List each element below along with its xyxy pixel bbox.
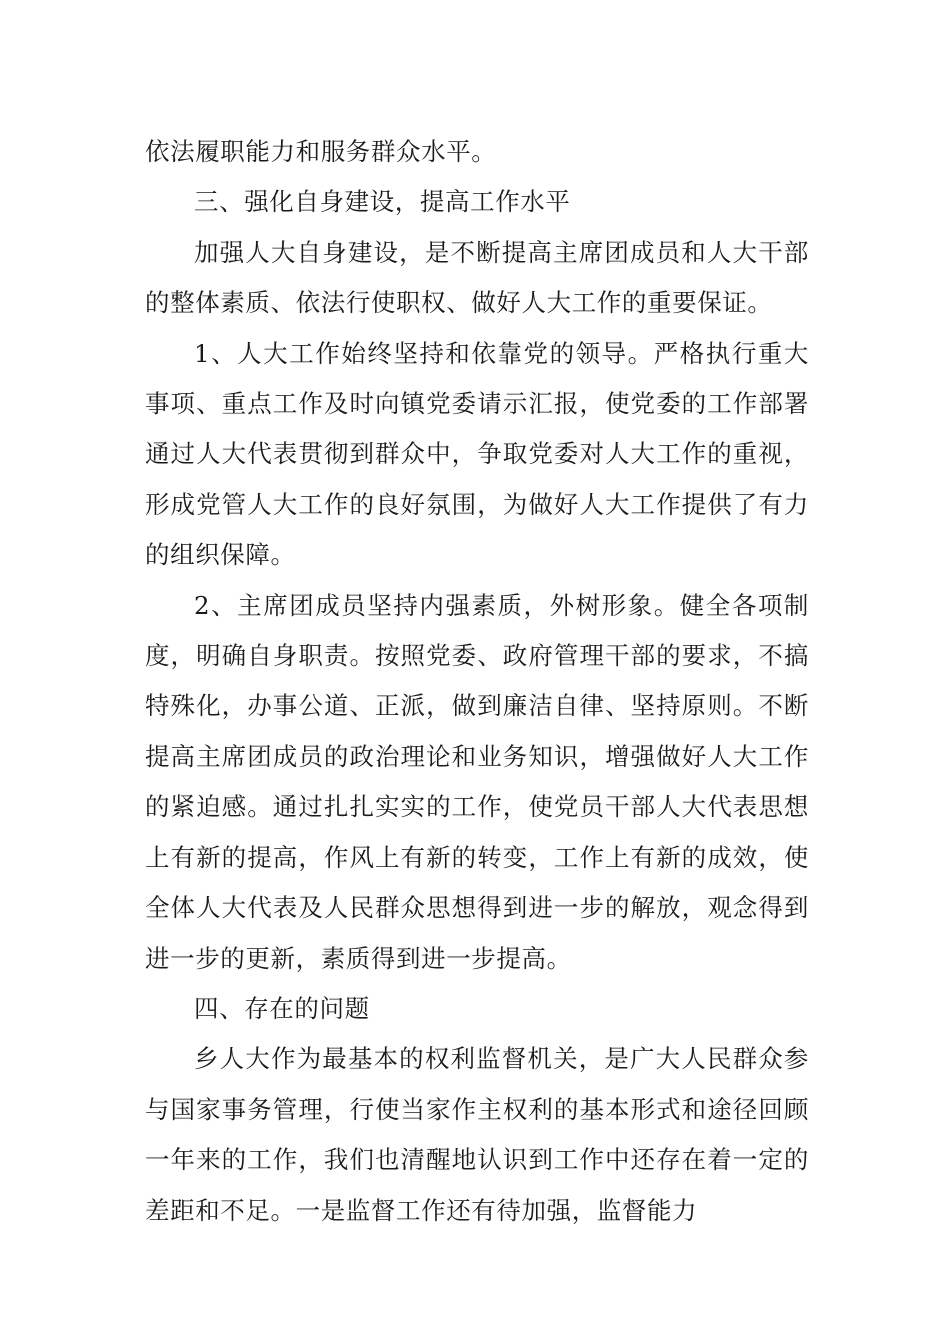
paragraph-problems: 乡人大作为最基本的权利监督机关，是广大人民群众参与国家事务管理，行使当家作主权利的基本形式和途径回顾一年来的工作，我们也清醒地认识到工作中还存在着一定的差距和不足。一是监督工作还有待加强，监督能力 [145,1044,809,1225]
section-heading-four: 四、存在的问题 [194,993,370,1023]
paragraph-item-2: 2、主席团成员坚持内强素质，外树形象。健全各项制度，明确自身职责。按照党委、政府管理干部的要求，不搞特殊化，办事公道、正派，做到廉洁自律、坚持原则。不断提高主席团成员的政治理论和业务知识，增强做好人大工作的紧迫感。通过扎扎实实的工作，使党员干部人大代表思想上有新的提高，作风上有新的转变，工作上有新的成效，使全体人大代表及人民群众思想得到进一步的解放，观念得到进一步的更新，素质得到进一步提高。 [145,590,809,973]
section-heading-three: 三、强化自身建设，提高工作水平 [194,187,571,217]
paragraph-continuation: 依法履职能力和服务群众水平。 [145,137,497,166]
paragraph-intro: 加强人大自身建设，是不断提高主席团成员和人大干部的整体素质、依法行使职权、做好人大工作的重要保证。 [145,237,809,318]
paragraph-item-1: 1、人大工作始终坚持和依靠党的领导。严格执行重大事项、重点工作及时向镇党委请示汇报，使党委的工作部署通过人大代表贯彻到群众中，争取党委对人大工作的重视，形成党管人大工作的良好氛围，为做好人大工作提供了有力的组织保障。 [145,338,809,570]
document-body [145,127,809,1236]
